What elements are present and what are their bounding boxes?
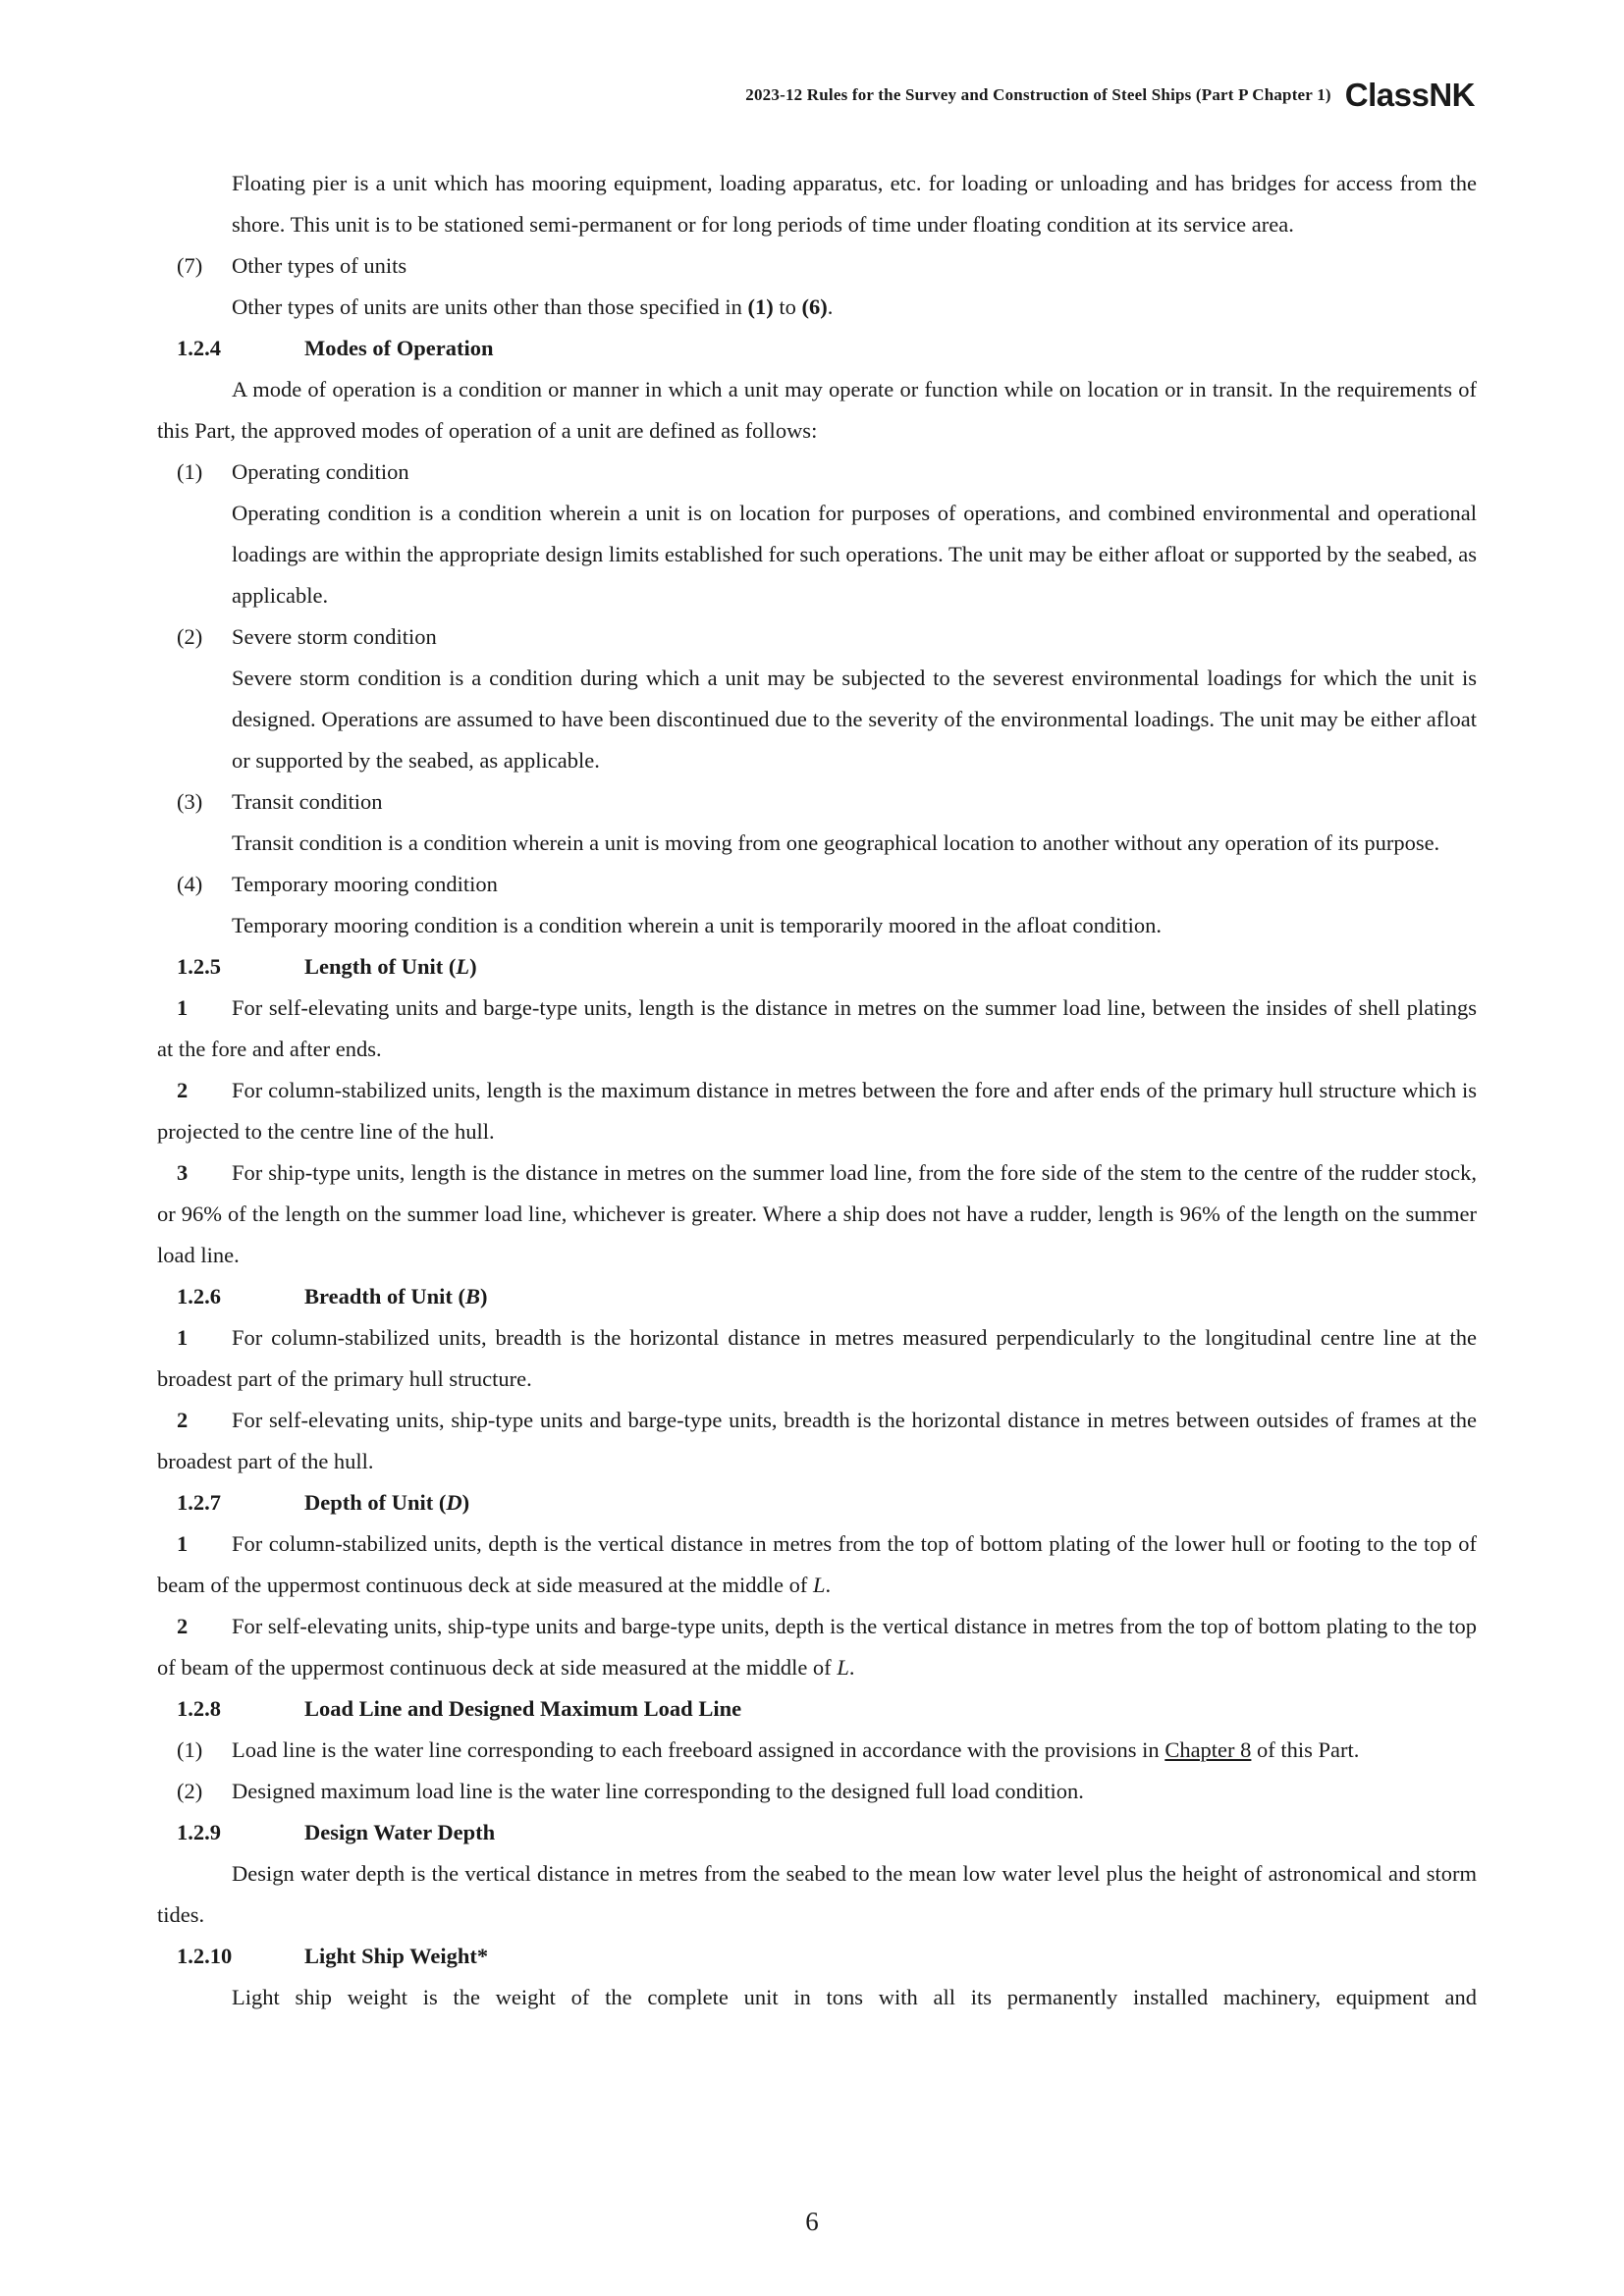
list-item-text: Operating condition is a condition wherein a unit is on location for purposes of operations, and combined environmental and operational loadings are within the appropriate design limits established for such operations. The unit may be either afloat or supported by the seabed, as applicable. [232, 501, 1477, 608]
list-item-heading: (2) Severe storm condition [177, 624, 437, 649]
section-1-2-7-heading [157, 1482, 1477, 1523]
section-title: Breadth of Unit (B) [304, 1284, 488, 1308]
section-title: Length of Unit (L) [304, 954, 477, 979]
section-number: 1.2.5 [177, 954, 221, 979]
item-number: (7) [177, 253, 203, 278]
document-body [157, 163, 1477, 2018]
section-number: 1.2.10 [177, 1944, 233, 1968]
page-header [745, 77, 1475, 114]
list-item-text: Temporary mooring condition is a condition wherein a unit is temporarily moored in the afloat condition. [232, 913, 1162, 937]
section-number: 1.2.7 [177, 1490, 221, 1515]
list-item-text: Transit condition is a condition wherein a unit is moving from one geographical location to another without any operation of its purpose. [232, 830, 1440, 855]
chapter-8-link[interactable]: Chapter 8 [1164, 1737, 1252, 1762]
list-item: (1) Load line is the water line corresponding to each freeboard assigned in accordance with the provisions in Chapter 8 of this Part. [177, 1737, 1360, 1762]
numbered-paragraph: 3 For ship-type units, length is the distance in metres on the summer load line, from the fore side of the stem to the centre of the rudder stock, or 96% of the length on the summer load line, whichever is greater. Where a ship does not have a rudder, length is 96% of the length on the summer load line. [157, 1160, 1477, 1267]
section-1-2-9-heading [157, 1812, 1477, 1853]
section-title: Design Water Depth [304, 1820, 496, 1844]
item-7-definition: Other types of units are units other than those specified in (1) to (6). [232, 294, 834, 319]
item-7-heading [157, 245, 1477, 287]
list-item: (2) Designed maximum load line is the water line corresponding to the designed full load condition. [177, 1779, 1084, 1803]
numbered-paragraph: 1 For column-stabilized units, depth is the vertical distance in metres from the top of bottom plating of the lower hull or footing to the top of beam of the uppermost continuous deck at side measured at the middle of L. [157, 1531, 1477, 1597]
floating-pier-definition: Floating pier is a unit which has mooring equipment, loading apparatus, etc. for loading or unloading and has bridges for access from the shore. This unit is to be stationed semi-permanent or for long periods of time under floating condition at its service area. [232, 171, 1477, 237]
section-number: 1.2.6 [177, 1284, 221, 1308]
section-title: Depth of Unit (D) [304, 1490, 470, 1515]
numbered-paragraph: 2 For self-elevating units, ship-type units and barge-type units, breadth is the horizontal distance in metres between outsides of frames at the broadest part of the hull. [157, 1408, 1477, 1473]
numbered-paragraph: 1 For column-stabilized units, breadth is the horizontal distance in metres measured perpendicularly to the longitudinal centre line at the broadest part of the primary hull structure. [157, 1325, 1477, 1391]
light-ship-weight-text: Light ship weight is the weight of the complete unit in tons with all its permanently installed machinery, equipment and [232, 1985, 1477, 2009]
section-1-2-8-heading [157, 1688, 1477, 1730]
section-1-2-10-heading [157, 1936, 1477, 1977]
section-title: Modes of Operation [304, 336, 494, 360]
section-title: Light Ship Weight* [304, 1944, 489, 1968]
classnk-logo: ClassNK [1344, 77, 1475, 113]
section-number: 1.2.8 [177, 1696, 221, 1721]
list-item-heading: (4) Temporary mooring condition [177, 872, 498, 896]
list-item-heading: (3) Transit condition [177, 789, 383, 814]
numbered-paragraph: 2 For column-stabilized units, length is the maximum distance in metres between the fore and after ends of the primary hull structure which is projected to the centre line of the hull. [157, 1078, 1477, 1144]
design-water-depth-text: Design water depth is the vertical distance in metres from the seabed to the mean low water level plus the height of astronomical and storm tides. [157, 1861, 1477, 1927]
numbered-paragraph: 1 For self-elevating units and barge-type units, length is the distance in metres on the summer load line, between the insides of shell platings at the fore and after ends. [157, 995, 1477, 1061]
item-title: Other types of units [232, 253, 407, 278]
list-item-text: Severe storm condition is a condition during which a unit may be subjected to the severest environmental loadings for which the unit is designed. Operations are assumed to have been discontinued due to the severity of the environmental loadings. The unit may be either afloat or supported by the seabed, as applicable. [232, 666, 1477, 773]
modes-intro: A mode of operation is a condition or manner in which a unit may operate or function while on location or in transit. In the requirements of this Part, the approved modes of operation of a unit are defined as follows: [157, 377, 1477, 443]
document-title: 2023-12 Rules for the Survey and Construction of Steel Ships (Part P Chapter 1) [745, 85, 1331, 104]
page-number: 6 [805, 2207, 819, 2236]
section-1-2-5-heading [157, 946, 1477, 988]
reference: (6) [801, 294, 828, 319]
section-1-2-4-heading [157, 328, 1477, 369]
list-item-heading: (1) Operating condition [177, 459, 409, 484]
section-number: 1.2.9 [177, 1820, 221, 1844]
reference: (1) [747, 294, 774, 319]
numbered-paragraph: 2 For self-elevating units, ship-type units and barge-type units, depth is the vertical distance in metres from the top of bottom plating to the top of beam of the uppermost continuous deck at side measured at the middle of L. [157, 1614, 1477, 1680]
section-number: 1.2.4 [177, 336, 221, 360]
section-title: Load Line and Designed Maximum Load Line [304, 1696, 742, 1721]
section-1-2-6-heading [157, 1276, 1477, 1317]
